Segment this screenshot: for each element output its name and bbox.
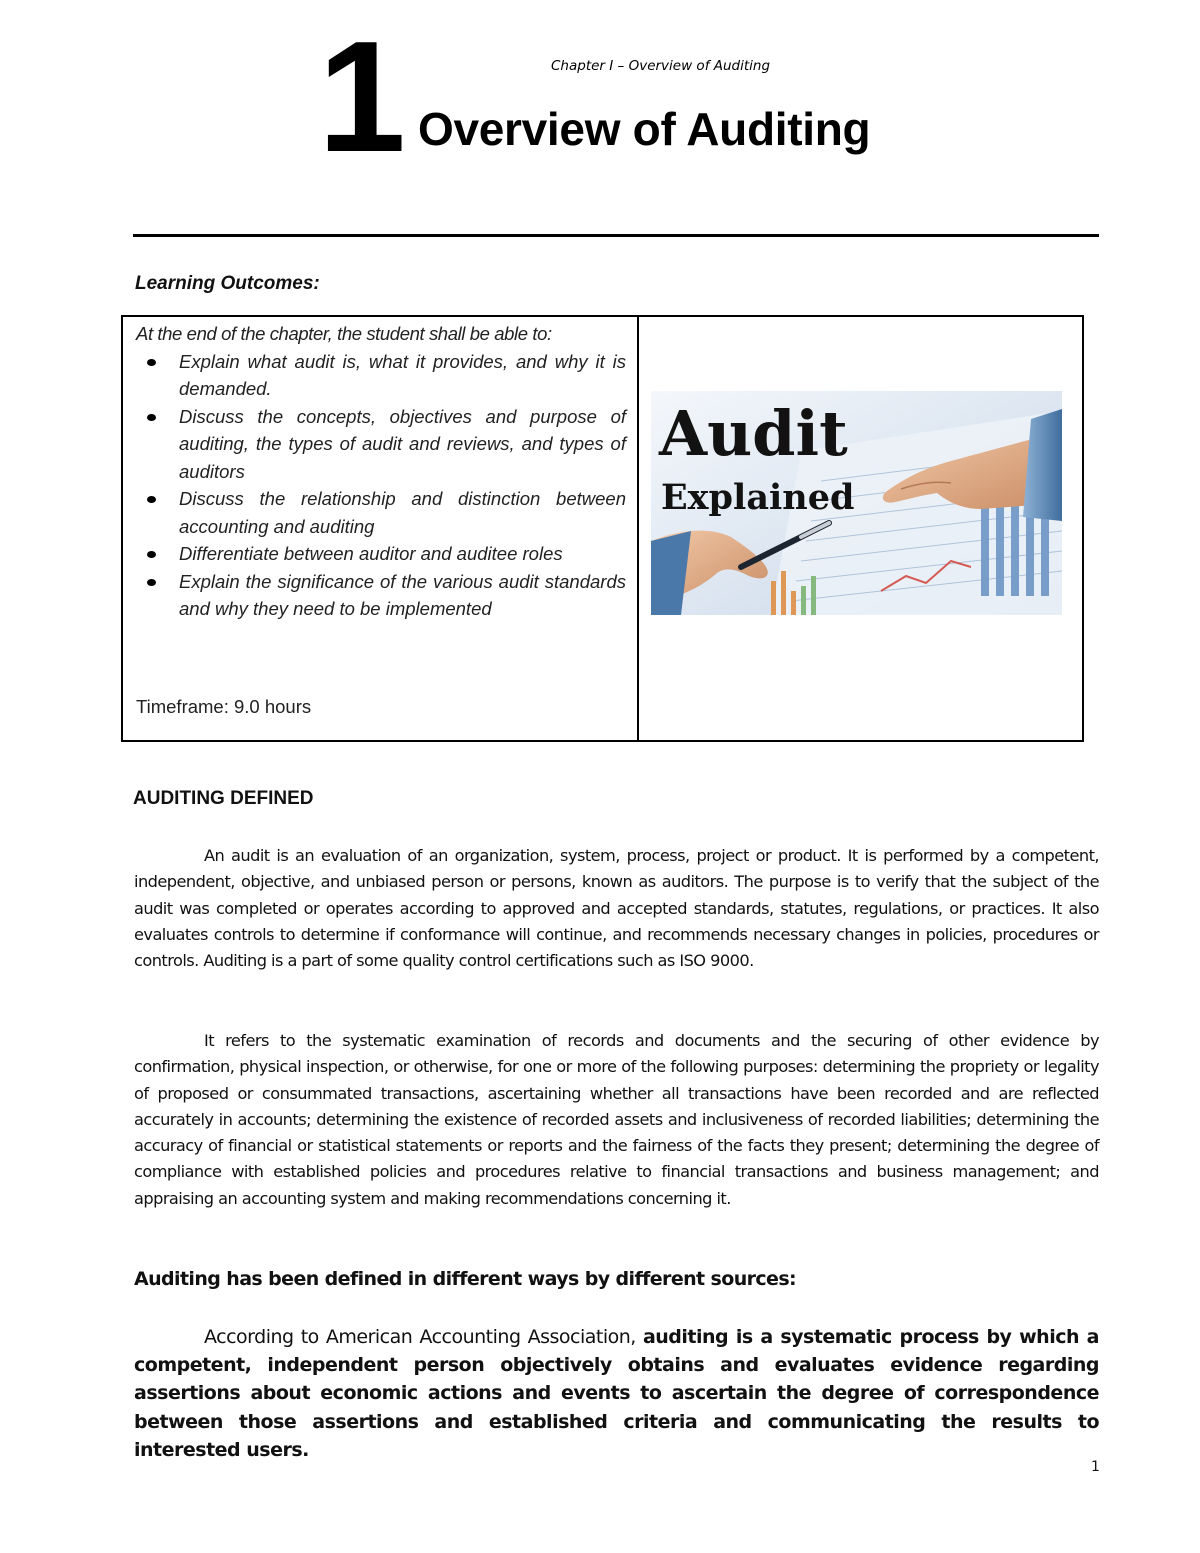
bullet-icon [147, 551, 156, 558]
chapter-number: 1 [318, 9, 406, 185]
timeframe: Timeframe: 9.0 hours [136, 696, 312, 717]
learning-outcomes-heading: Learning Outcomes: [135, 273, 320, 294]
page-number: 1 [1091, 1459, 1100, 1475]
aaa-definition [134, 1323, 1099, 1464]
paragraph-text: An audit is an evaluation of an organization, system, process, project or product. It is performed by a competent, independent, objective, and unbiased person or persons, known as auditors. The purpose is to verify that the subject of the audit was completed or operates according to approved and accepted standards, statutes, regulations, or practices. It also evaluates controls to determine if conformance will continue, and recommends necessary changes in policies, procedures or controls. Auditing is a part of some quality control certifications such as ISO 9000. [134, 846, 1099, 971]
outcomes-intro: At the end of the chapter, the student shall be able to: [136, 323, 552, 344]
running-head: Chapter I – Overview of Auditing [551, 58, 771, 74]
paragraph-systematic-examination [134, 1028, 1099, 1212]
outcome-item [136, 485, 626, 540]
image-title-line1: Audit [659, 397, 848, 470]
outcomes-list [136, 348, 626, 623]
definitions-heading: Auditing has been defined in different ways by different sources: [134, 1268, 797, 1290]
header-rule [133, 234, 1099, 237]
paragraph-audit-definition [134, 843, 1099, 974]
aaa-lead: According to American Accounting Association, [204, 1326, 643, 1348]
outcome-text: Discuss the relationship and distinction between accounting and auditing [179, 488, 626, 537]
outcome-text: Explain what audit is, what it provides, and why it is demanded. [179, 350, 626, 399]
learning-outcomes-cell [136, 320, 626, 717]
paragraph-text: It refers to the systematic examination of records and documents and the securing of other evidence by confirmation, physical inspection, or otherwise, for one or more of the following purposes: determining the propriety or legality of proposed or consummated transactions, ascertaining whether all transactions have been recorded and are reflected accurately in accounts; determining the existence of recorded assets and inclusiveness of recorded liabilities; determining the accuracy of financial or statistical statements or reports and the fairness of the facts they present; determining the degree of compliance with established policies and procedures relative to financial transactions and business management; and appraising an accounting system and making recommendations concerning it. [134, 1031, 1099, 1208]
learning-outcomes-table [121, 315, 1084, 742]
outcome-text: Discuss the concepts, objectives and purpose of auditing, the types of audit and reviews, and types of auditors [179, 405, 626, 482]
bullet-icon [147, 359, 156, 366]
outcome-text: Differentiate between auditor and auditee roles [179, 543, 563, 564]
chapter-title: Overview of Auditing [418, 103, 871, 155]
outcome-item [136, 568, 626, 623]
page-header [0, 0, 1200, 240]
outcome-item [136, 403, 626, 486]
outcome-item [136, 540, 626, 568]
section-heading-auditing-defined: AUDITING DEFINED [133, 788, 314, 809]
audit-illustration [651, 391, 1062, 615]
aaa-body: is a systematic process by which a competent, independent person objectively obtains and evaluates evidence regarding assertions about economic actions and events to ascertain the degree of correspondence between those assertions and established criteria and communicating the results to interested users. [134, 1326, 1099, 1461]
image-title-text [658, 397, 854, 518]
outcome-item [136, 348, 626, 403]
outcome-text: Explain the significance of the various audit standards and why they need to be implemented [179, 570, 626, 619]
bullet-icon [147, 414, 156, 421]
audit-explained-image [651, 391, 1062, 615]
aaa-term: auditing [642, 1326, 729, 1348]
bullet-icon [147, 579, 156, 586]
table-divider [637, 317, 639, 740]
image-title-line2: Explained [661, 477, 855, 518]
bullet-icon [147, 496, 156, 503]
